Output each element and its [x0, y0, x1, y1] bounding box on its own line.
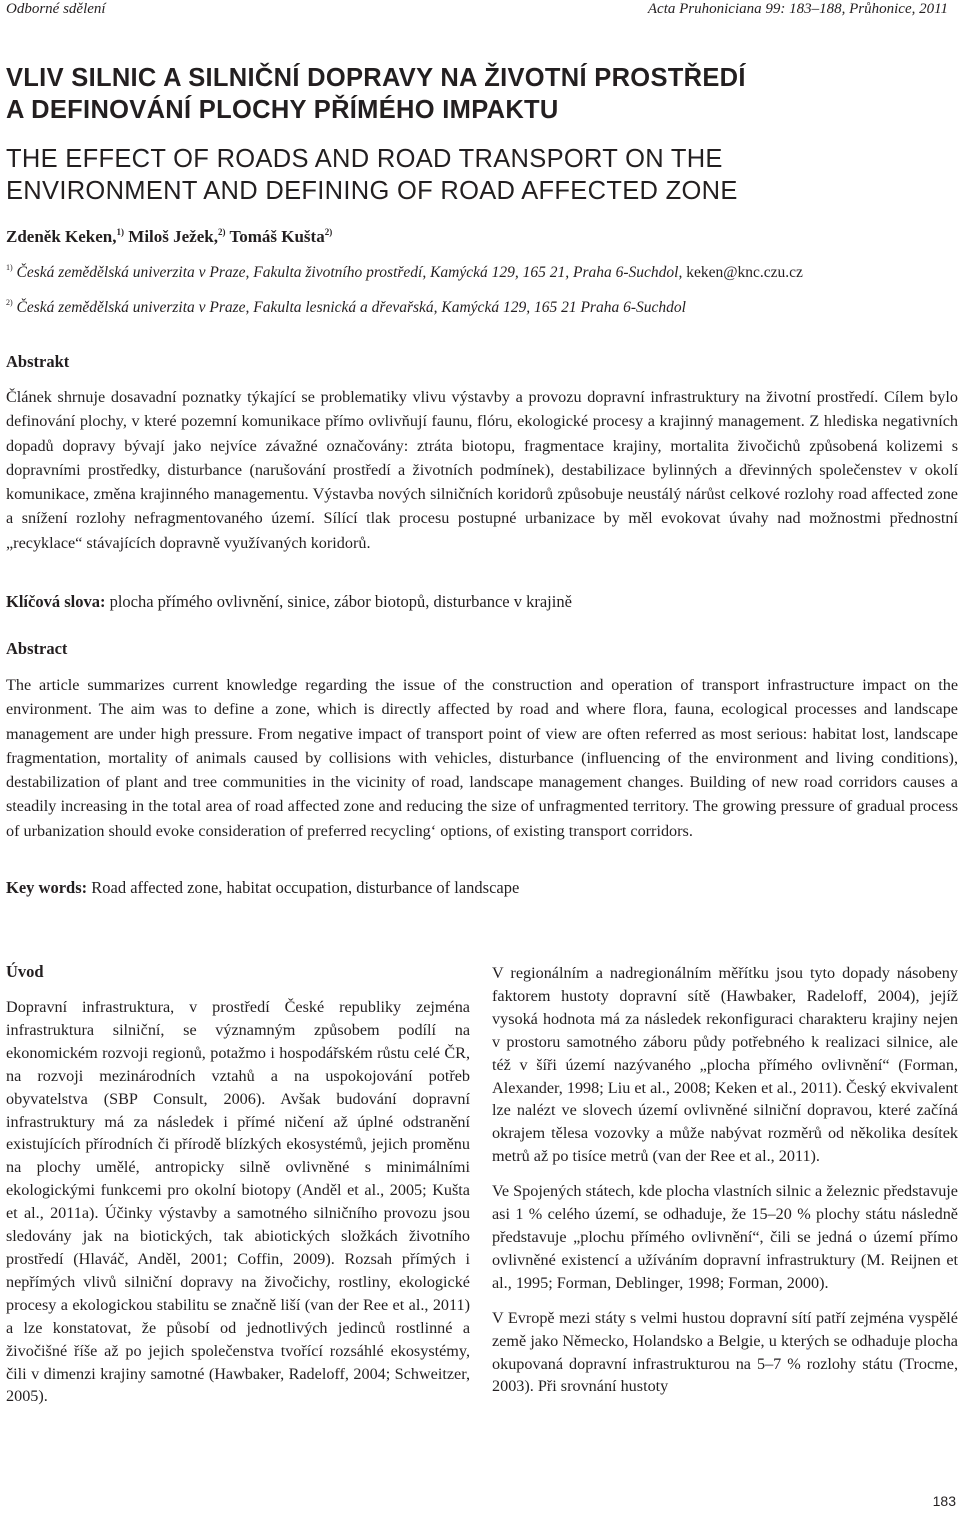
klicova-slova-text: plocha přímého ovlivnění, sinice, zábor biotopů, disturbance v krajině	[105, 592, 572, 611]
body-paragraph: Ve Spojených státech, kde plocha vlastních silnic a železnic představuje asi 1 % celého území, se odhaduje, že 15–20 % plochy státu následně představuje „plochu přímého ovlivnění“, čili se jedná o území přímo ovlivněné existencí a užíváním dopravní infrastruktury (M. Reijnen et al., 1995; Forman, Deblinger, 1998; Forman, 2000).	[492, 1182, 958, 1292]
title-english-line-2: ENVIRONMENT AND DEFINING OF ROAD AFFECTED ZONE	[6, 177, 738, 205]
running-header-right: Acta Pruhoniciana 99: 183–188, Průhonice, 2011	[647, 1, 948, 17]
author-name: Miloš Ježek,	[128, 227, 218, 246]
abstrakt-heading: Abstrakt	[6, 352, 70, 371]
title-czech-line-2: A DEFINOVÁNÍ PLOCHY PŘÍMÉHO IMPAKTU	[6, 96, 559, 124]
affiliation-text: Česká zemědělská univerzita v Praze, Fakulta životního prostředí, Kamýcká 129, 165 21, Praha 6-Suchdol,	[16, 264, 687, 281]
body-paragraph: V Evropě mezi státy s velmi hustou dopravní sítí patří zejména vyspělé země jako Německo, Holandsko a Belgie, u kterých se odhaduje plocha okupovaná dopravní infrastrukturou na 5–7 % rozlohy státu (Trocme, 2003). Při srovnání hustoty	[492, 1308, 958, 1396]
author-email-link[interactable]: keken@knc.czu.cz	[686, 264, 803, 281]
title-czech-line-1: VLIV SILNIC A SILNIČNÍ DOPRAVY NA ŽIVOTNÍ PROSTŘEDÍ	[6, 64, 746, 92]
affiliation-mark: 2)	[6, 298, 13, 307]
page-number: 183	[932, 1493, 956, 1509]
body-column-right	[492, 962, 958, 1410]
body-column-left	[6, 996, 470, 1420]
title-czech	[6, 62, 926, 126]
uvod-heading: Úvod	[6, 962, 44, 981]
abstrakt-text: Článek shrnuje dosavadní poznatky týkající se problematiky vlivu výstavby a provozu dopravní infrastruktury na životní prostředí. Cílem bylo definování plochy, v které pozemní komunikace přímo ovlivňují faunu, flóru, ekologické procesy a krajinný management. Z hlediska negativních dopadů dopravy bývají jako nejvíce závažné označovány: ztráta biotopu, fragmentace krajiny, mortalita živočichů způsobená kolizemi s dopravními prostředky, disturbance (narušování prostředí a životních podmínek), destabilizace bylinných a dřevinných společenstev v okolí komunikace, změna krajinného managementu. Výstavba nových silničních koridorů způsobuje neustálý nárůst celkové rozlohy road affected zone a snížení rozlohy nefragmentovaného území. Sílící tlak procesu postupné urbanizace by měl evokovat úvahy nad možnostmi přednostní „recyklace“ stávajících dopravně využívaných koridorů.	[6, 388, 958, 552]
body-paragraph: Dopravní infrastruktura, v prostředí České republiky zejména infrastruktura silniční, se významným způsobem podílí na ekonomickém rozvoji regionů, potažmo i hospodářském růstu celé ČR, na rozvoji mezinárodních vztahů a na uspokojování potřeb obyvatelstva (SBP Consult, 2006). Avšak budování dopravní infrastruktury má za následek i přímé ničení až úplné odstranění existujících přírodních či přírodě blízkých ekosystémů, jejich proměnu na plochy umělé, antropicky silně ovlivněné s minimálními ekologickými funkcemi pro okolní biotopy (Anděl et al., 2005; Kušta et al., 2011a). Účinky výstavby a samotného silničního provozu jsou sledovány jak na biotických, tak abiotických složkách životního prostředí (Hlaváč, Anděl, 2001; Coffin, 2009). Rozsah přímých i nepřímých vlivů silniční dopravy na živočichy, rostliny, ekologické procesy a ekologickou stabilitu se značně liší (van der Ree et al., 2011) a lze konstatovat, že působí od jednotlivých jedinců rostlinné a živočišné říše až po jejich společenstva tvořící rozsáhlé ekosystémy, čili v dimenzi krajiny samotné (Hawbaker, Radeloff, 2004; Schweitzer, 2005).	[6, 998, 470, 1406]
author-affiliation-mark: 1)	[116, 227, 125, 237]
author-name: Zdeněk Keken,	[6, 227, 117, 246]
author-affiliation-mark: 2)	[324, 227, 333, 237]
abstract-text: The article summarizes current knowledge regarding the issue of the construction and operation of transport infrastructure impact on the environment. The aim was to define a zone, which is directly affected by road and where flora, fauna, ecological processes and landscape management are under high pressure. From negative impact of transport point of view are often referred as most serious: habitat lost, landscape fragmentation, mortality of animals caused by collisions with vehicles, disturbance (influencing of the environment and living conditions), destabilization of plant and tree communities in the vicinity of road, landscape management changes. Building of new road corridors causes a steadily increasing in the total area of road affected zone and reducing the size of unfragmented territory. The growing pressure of gradual process of urbanization should evoke consideration of preferred recycling‘ options, of existing transport corridors.	[6, 676, 958, 840]
key-words-text: Road affected zone, habitat occupation, disturbance of landscape	[87, 878, 520, 897]
affiliation-2	[6, 291, 956, 320]
klicova-slova	[6, 590, 572, 614]
title-english	[6, 143, 926, 207]
title-english-line-1: THE EFFECT OF ROADS AND ROAD TRANSPORT ON THE	[6, 145, 723, 173]
key-words	[6, 876, 519, 900]
author-name: Tomáš Kušta	[229, 227, 325, 246]
affiliation-1	[6, 256, 956, 285]
body-paragraph: V regionálním a nadregionálním měřítku jsou tyto dopady násobeny faktorem hustoty dopravní sítě (Hawbaker, Radeloff, 2004), jejíž vysoká hodnota má za následek rekonfiguraci charakteru krajiny nejen v prostoru samotného záboru půdy potřebného k realizaci silnice, ale též v šíři území nazývaného „plocha přímého ovlivnění“ (Forman, Alexander, 1998; Liu et al., 2008; Keken et al., 2011). Český ekvivalent lze nalézt ve slovech území ovlivněné silniční dopravou, které začíná okrajem tělesa vozovky a může nabývat rozměrů od několika desítek metrů až po tisíce metrů (van der Ree et al., 2011).	[492, 964, 958, 1166]
author-list	[6, 220, 332, 249]
key-words-label: Key words:	[6, 878, 88, 897]
affiliation-mark: 1)	[6, 263, 13, 272]
abstract-heading: Abstract	[6, 639, 68, 658]
affiliation-text: Česká zemědělská univerzita v Praze, Fakulta lesnická a dřevařská, Kamýcká 129, 165 21 Praha 6-Suchdol	[16, 299, 686, 316]
klicova-slova-label: Klíčová slova:	[6, 592, 106, 611]
author-affiliation-mark: 2)	[217, 227, 226, 237]
running-header-left: Odborné sdělení	[6, 1, 106, 17]
